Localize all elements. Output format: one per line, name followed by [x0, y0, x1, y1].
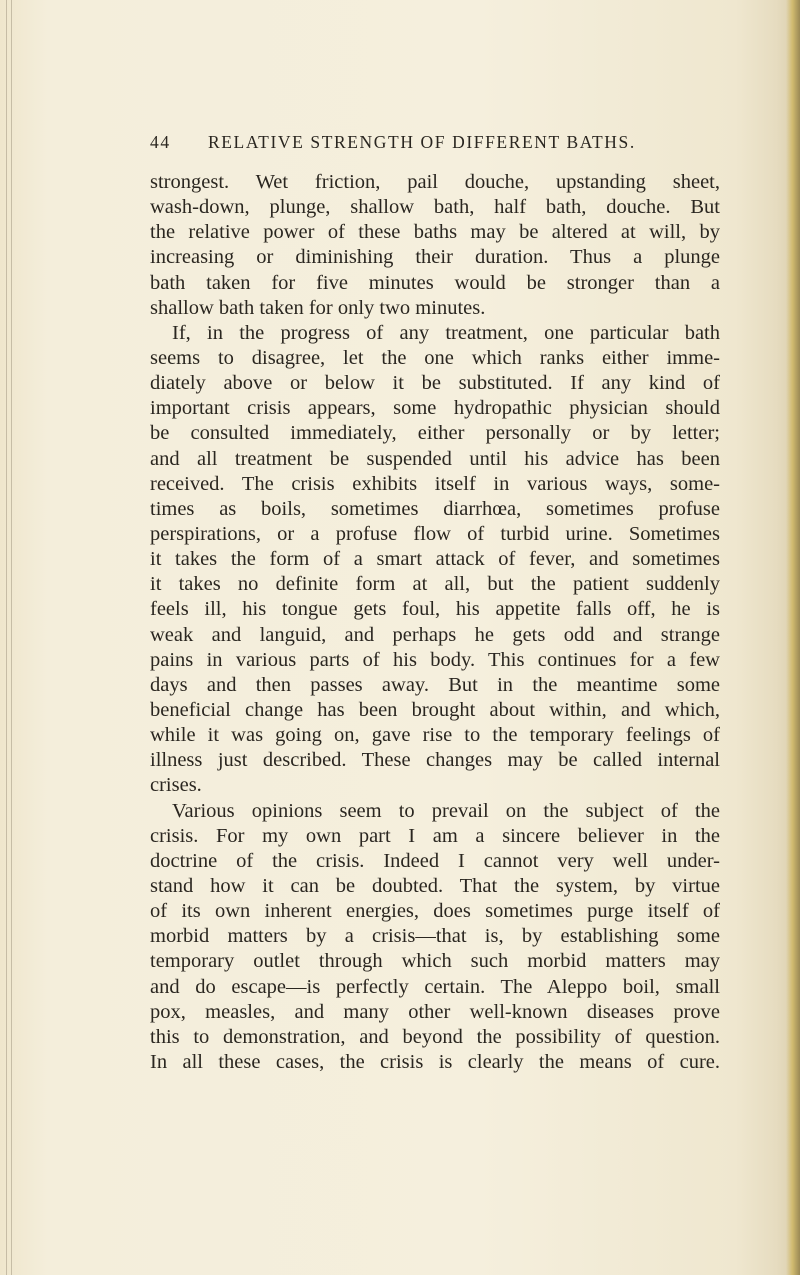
running-title: RELATIVE STRENGTH OF DIFFERENT BATHS.: [208, 132, 636, 152]
text-line: pains in various parts of his body. This continues for a few: [150, 648, 720, 671]
text-line: it takes the form of a smart attack of fever, and sometimes: [150, 548, 720, 571]
text-line: strongest. Wet friction, pail douche, upstanding sheet,: [150, 171, 720, 193]
page-number: 44: [150, 132, 171, 152]
text-line: feels ill, his tongue gets foul, his appetite falls off, he is: [150, 598, 720, 621]
text-line: and do escape—is perfectly certain. The Aleppo boil, small: [150, 975, 720, 998]
text-line: temporary outlet through which such morbid matters may: [150, 950, 720, 973]
text-line: pox, measles, and many other well-known diseases prove: [150, 1000, 720, 1023]
text-line: morbid matters by a crisis—that is, by establishing some: [150, 925, 720, 948]
text-line: weak and languid, and perhaps he gets odd and strange: [150, 623, 720, 646]
text-line: bath taken for five minutes would be stronger than a: [150, 271, 720, 294]
page-gilt-edge: [786, 0, 800, 1275]
text-line: the relative power of these baths may be altered at will, by: [150, 221, 720, 244]
text-line: it takes no definite form at all, but the patient suddenly: [150, 573, 720, 596]
text-line: increasing or diminishing their duration. Thus a plunge: [150, 246, 720, 269]
text-line: crisis. For my own part I am a sincere believer in the: [150, 824, 720, 847]
text-line: and all treatment be suspended until his advice has been: [150, 447, 720, 470]
text-line: received. The crisis exhibits itself in various ways, some-: [150, 472, 720, 495]
text-line: wash-down, plunge, shallow bath, half bath, douche. But: [150, 196, 720, 219]
page-edge-line: [11, 0, 12, 1275]
text-line: If, in the progress of any treatment, one particular bath: [172, 321, 720, 344]
text-line: illness just described. These changes may be called internal: [150, 749, 720, 772]
text-line: crises.: [150, 774, 202, 797]
text-line: important crisis appears, some hydropathic physician should: [150, 397, 720, 420]
body-text: [150, 170, 720, 1075]
text-line: In all these cases, the crisis is clearly the means of cure.: [150, 1050, 720, 1073]
text-line: diately above or below it be substituted. If any kind of: [150, 372, 720, 395]
text-line: beneficial change has been brought about within, and which,: [150, 698, 720, 721]
text-line: seems to disagree, let the one which ranks either imme-: [150, 346, 720, 369]
text-line: this to demonstration, and beyond the possibility of question.: [150, 1025, 720, 1048]
text-line: Various opinions seem to prevail on the subject of the: [172, 799, 720, 822]
page-edge-line: [6, 0, 7, 1275]
text-line: times as boils, sometimes diarrhœa, sometimes profuse: [150, 497, 720, 520]
text-line: be consulted immediately, either personally or by letter;: [150, 422, 720, 445]
running-head: [150, 132, 710, 158]
text-line: shallow bath taken for only two minutes.: [150, 296, 486, 319]
text-line: while it was going on, gave rise to the temporary feelings of: [150, 724, 720, 747]
text-line: doctrine of the crisis. Indeed I cannot very well under-: [150, 849, 720, 872]
text-line: stand how it can be doubted. That the system, by virtue: [150, 874, 720, 897]
text-line: of its own inherent energies, does sometimes purge itself of: [150, 900, 720, 923]
text-line: perspirations, or a profuse flow of turbid urine. Sometimes: [150, 522, 720, 545]
text-line: days and then passes away. But in the meantime some: [150, 673, 720, 696]
